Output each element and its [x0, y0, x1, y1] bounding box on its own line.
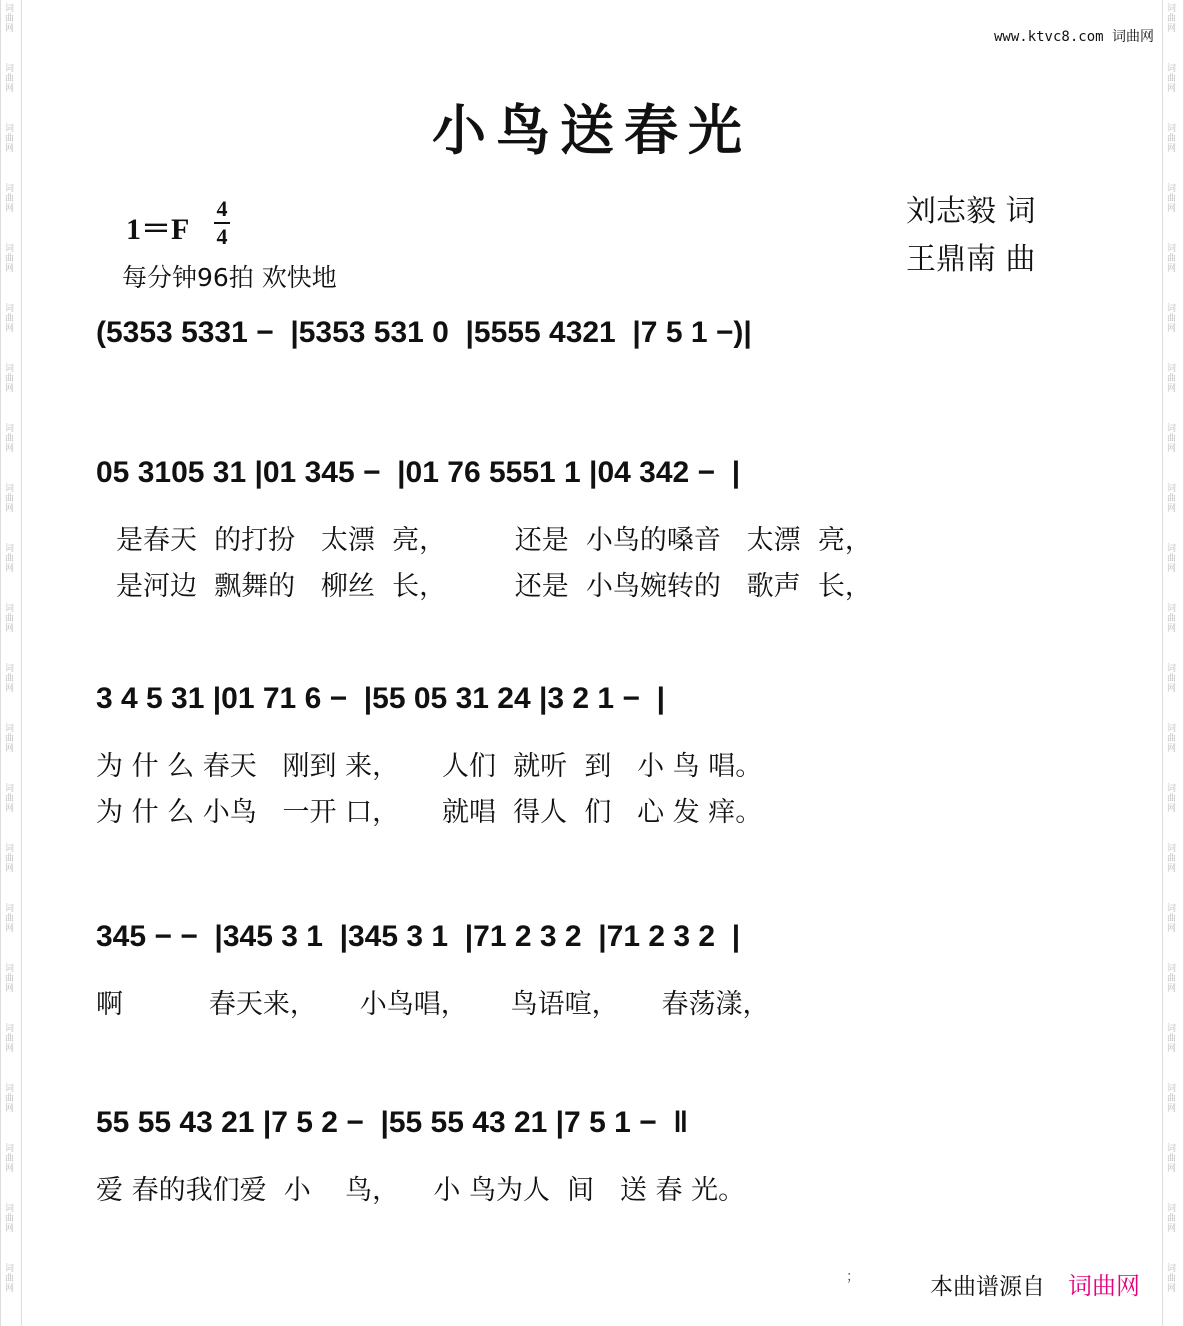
source-site-link[interactable]: 词曲网: [1068, 1272, 1140, 1300]
notation-line-1: (5353 5331 − |5353 531 0 |5555 4321 |7 5 1 −)|: [96, 316, 752, 349]
lyric-line-5: 爱 春的我们爱 小 鸟， 小 鸟为人 间 送 春 光。: [96, 1175, 746, 1206]
time-signature: [212, 196, 232, 250]
watermark-glyph: 词 曲 网: [1167, 1204, 1177, 1234]
source-label: 本曲谱源自: [930, 1274, 1045, 1300]
watermark-glyph: 词 曲 网: [5, 1024, 15, 1054]
key-signature: 1＝F: [126, 213, 190, 246]
watermark-glyph: 词 曲 网: [1167, 424, 1177, 454]
watermark-glyph: 词 曲 网: [5, 544, 15, 574]
tempo-marking: 每分钟96拍 欢快地: [122, 263, 337, 292]
composer-credit: 王鼎南 曲: [906, 242, 1036, 277]
watermark-glyph: 词 曲 网: [5, 904, 15, 934]
watermark-glyph: 词 曲 网: [5, 424, 15, 454]
watermark-glyph: 词 曲 网: [5, 1144, 15, 1174]
site-header[interactable]: www.ktvc8.com 词曲网: [993, 29, 1154, 45]
lyric-line-3-verse-1: 为 什 么 春天 刚到 来， 人们 就听 到 小 鸟 唱。: [96, 751, 763, 782]
stray-mark: ；: [846, 1269, 860, 1285]
watermark-glyph: 词 曲 网: [5, 604, 15, 634]
watermark-glyph: 词 曲 网: [1167, 664, 1177, 694]
watermark-glyph: 词 曲 网: [1167, 904, 1177, 934]
watermark-glyph: 词 曲 网: [5, 124, 15, 154]
lyric-line-2-verse-2: 是河边 飘舞的 柳丝 长， 还是 小鸟婉转的 歌声 长，: [116, 571, 872, 602]
song-title: 小鸟送春光: [432, 98, 752, 162]
watermark-strip-left: [0, 0, 22, 1326]
notation-line-2: 05 3105 31 |01 345 − |01 76 5551 1 |04 342 − |: [96, 456, 741, 489]
watermark-glyph: 词 曲 网: [1167, 1144, 1177, 1174]
watermark-glyph: 词 曲 网: [1167, 244, 1177, 274]
watermark-glyph: 词 曲 网: [1167, 1024, 1177, 1054]
watermark-glyph: 词 曲 网: [5, 364, 15, 394]
lyric-line-3-verse-2: 为 什 么 小鸟 一开 口， 就唱 得人 们 心 发 痒。: [96, 797, 763, 828]
watermark-glyph: 词 曲 网: [1167, 1084, 1177, 1114]
watermark-glyph: 词 曲 网: [1167, 544, 1177, 574]
watermark-glyph: 词 曲 网: [5, 1204, 15, 1234]
watermark-glyph: 词 曲 网: [5, 184, 15, 214]
watermark-glyph: 词 曲 网: [5, 724, 15, 754]
watermark-glyph: 词 曲 网: [1167, 784, 1177, 814]
watermark-glyph: 词 曲 网: [1167, 304, 1177, 334]
watermark-glyph: 词 曲 网: [1167, 184, 1177, 214]
lyric-line-4: 啊 春天来， 小鸟唱， 鸟语喧， 春荡漾，: [96, 989, 770, 1020]
watermark-glyph: 词 曲 网: [5, 4, 15, 34]
watermark-glyph: 词 曲 网: [5, 784, 15, 814]
watermark-glyph: 词 曲 网: [5, 484, 15, 514]
watermark-glyph: 词 曲 网: [1167, 484, 1177, 514]
watermark-glyph: 词 曲 网: [5, 1084, 15, 1114]
time-signature-bottom: 4: [216, 224, 228, 249]
watermark-glyph: 词 曲 网: [1167, 64, 1177, 94]
notation-line-3: 3 4 5 31 |01 71 6 − |55 05 31 24 |3 2 1 − |: [96, 682, 666, 715]
watermark-glyph: 词 曲 网: [1167, 604, 1177, 634]
watermark-glyph: 词 曲 网: [1167, 124, 1177, 154]
watermark-strip-right: [1162, 0, 1184, 1326]
watermark-glyph: 词 曲 网: [1167, 724, 1177, 754]
watermark-glyph: 词 曲 网: [1167, 4, 1177, 34]
watermark-glyph: 词 曲 网: [5, 244, 15, 274]
watermark-glyph: 词 曲 网: [5, 304, 15, 334]
watermark-glyph: 词 曲 网: [1167, 844, 1177, 874]
watermark-glyph: 词 曲 网: [1167, 1264, 1177, 1294]
notation-line-4: 345 − − |345 3 1 |345 3 1 |71 2 3 2 |71 2 3 2 |: [96, 920, 741, 953]
lyric-line-2-verse-1: 是春天 的打扮 太漂 亮， 还是 小鸟的嗓音 太漂 亮，: [116, 525, 872, 556]
watermark-glyph: 词 曲 网: [5, 1264, 15, 1294]
watermark-glyph: 词 曲 网: [1167, 964, 1177, 994]
notation-line-5: 55 55 43 21 |7 5 2 − |55 55 43 21 |7 5 1 − ‖: [96, 1106, 689, 1139]
watermark-glyph: 词 曲 网: [1167, 364, 1177, 394]
lyricist-credit: 刘志毅 词: [906, 194, 1036, 229]
watermark-glyph: 词 曲 网: [5, 964, 15, 994]
watermark-glyph: 词 曲 网: [5, 64, 15, 94]
watermark-glyph: 词 曲 网: [5, 844, 15, 874]
time-signature-top: 4: [216, 196, 228, 221]
watermark-glyph: 词 曲 网: [5, 664, 15, 694]
